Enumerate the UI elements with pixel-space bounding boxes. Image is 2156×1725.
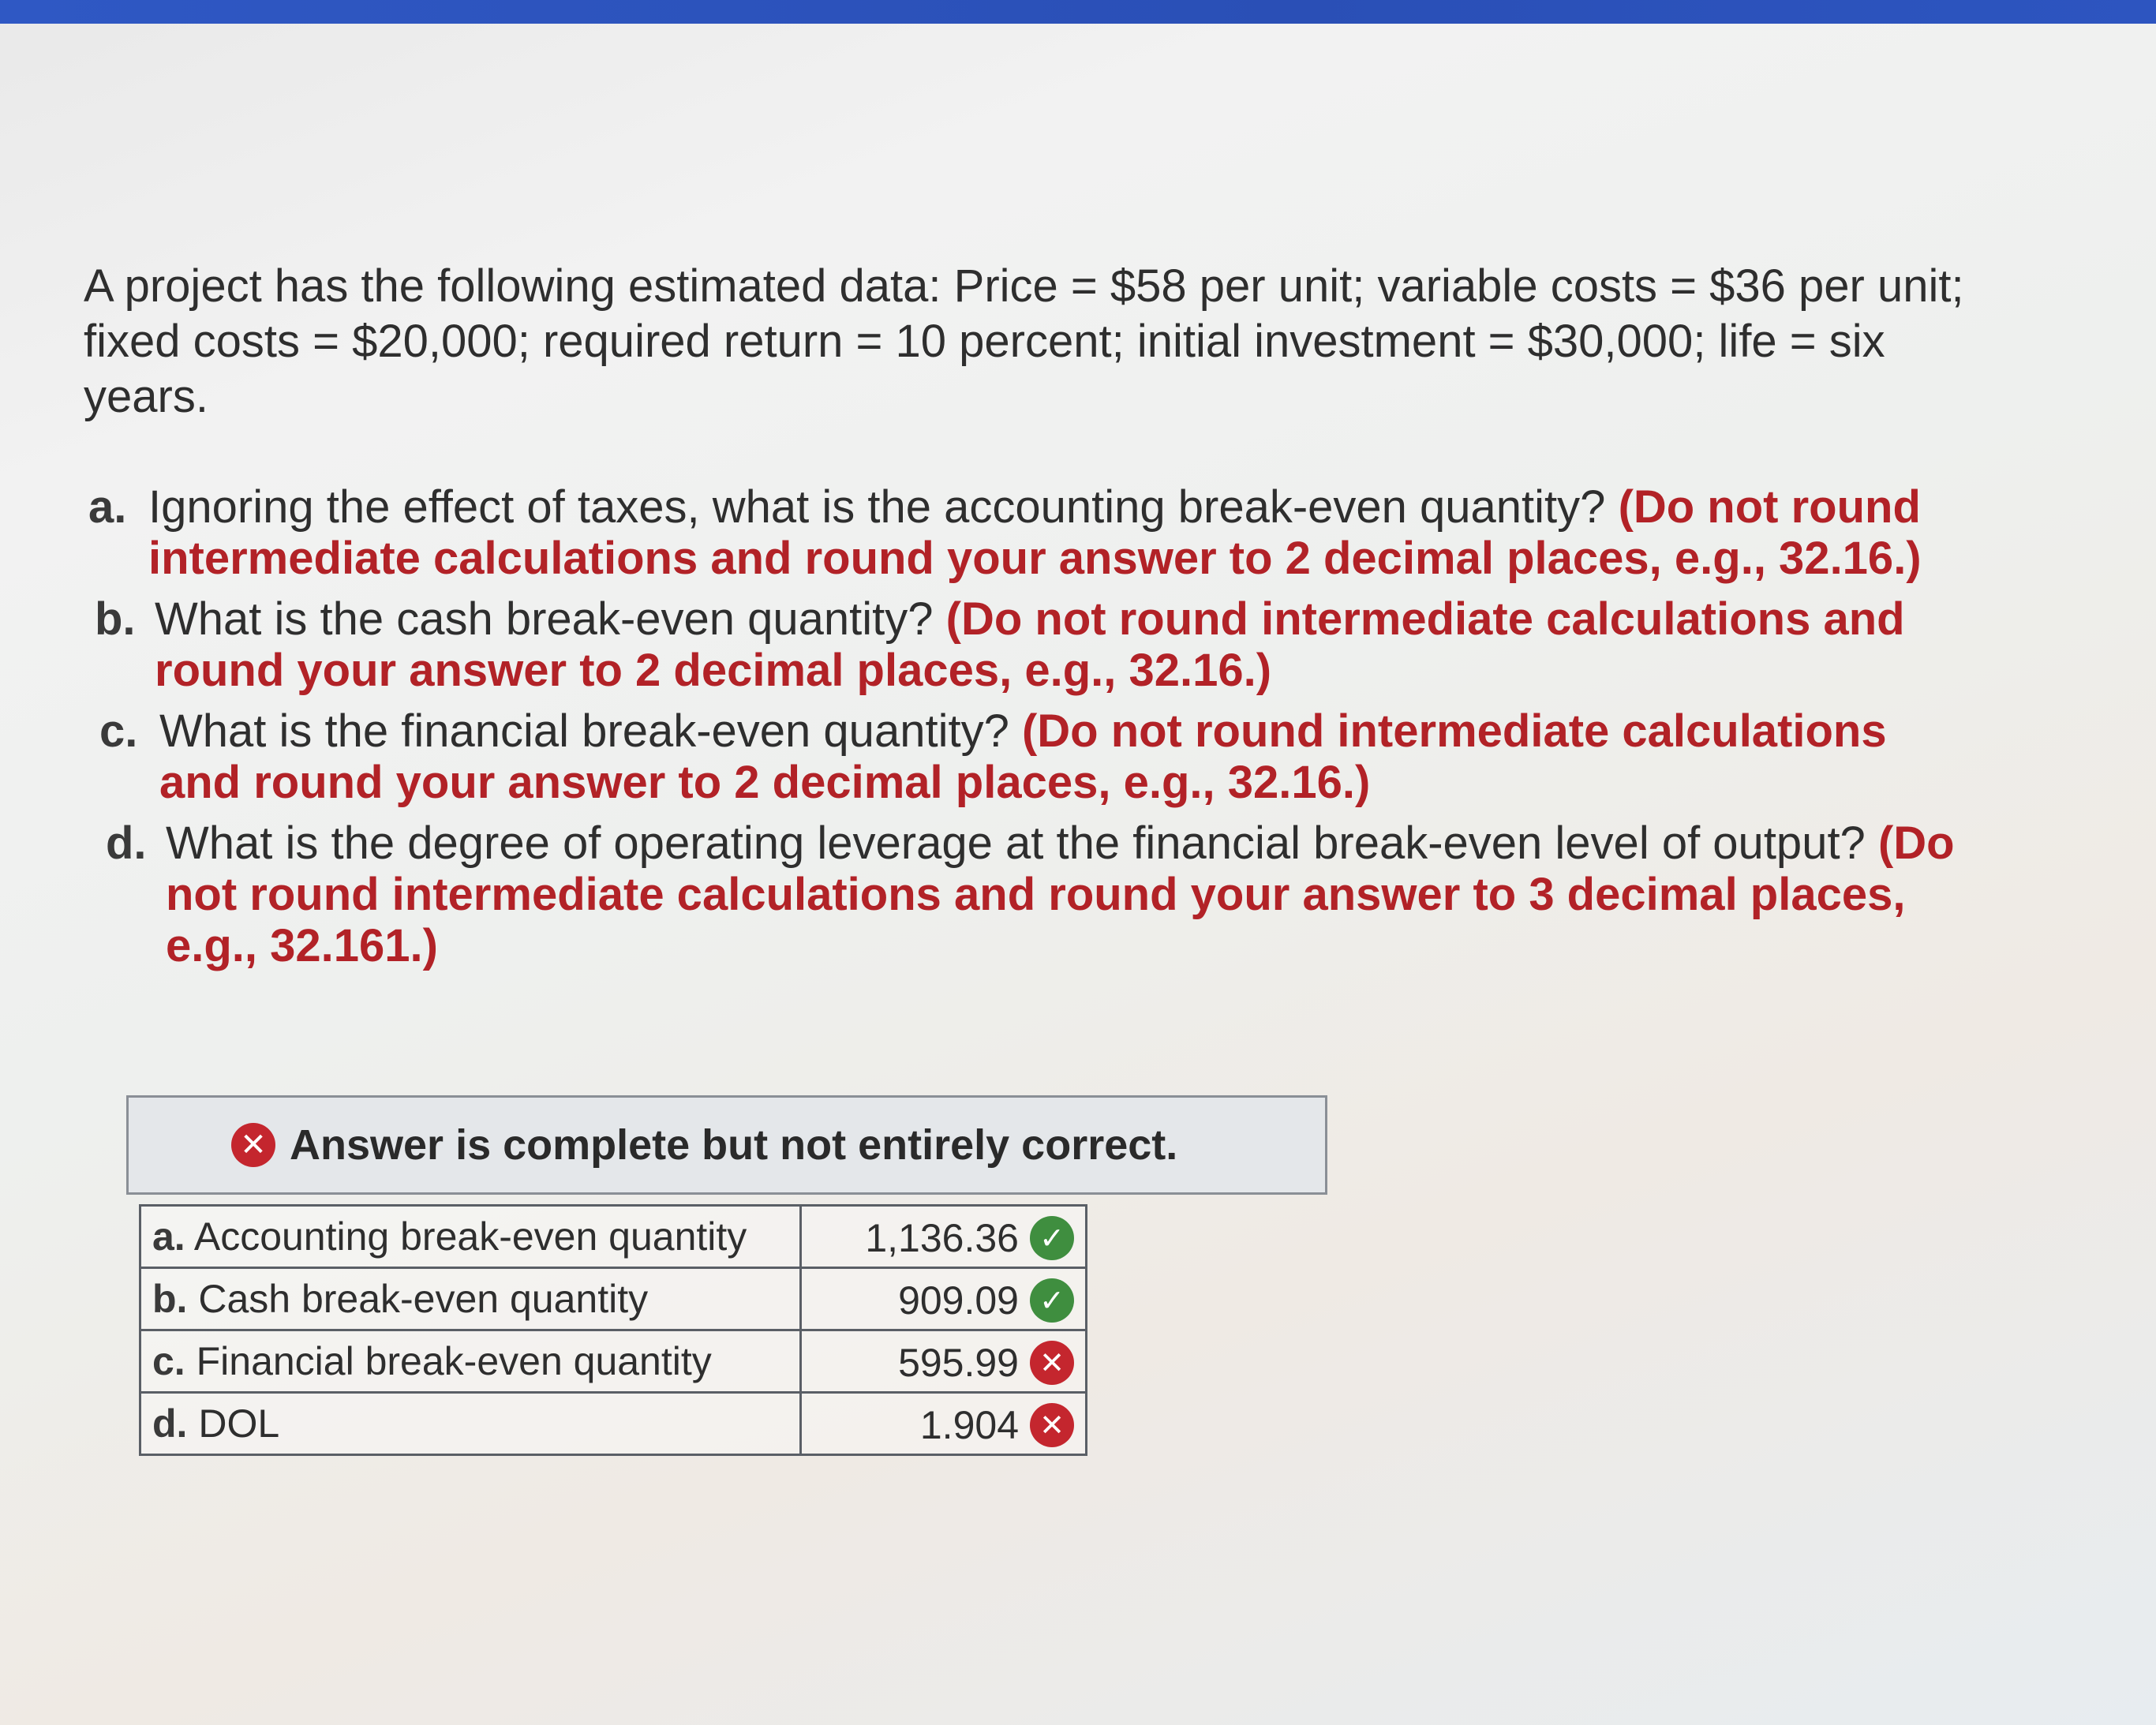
top-bar bbox=[0, 0, 2156, 24]
question-text: What is the cash break-even quantity? bbox=[155, 593, 934, 645]
result-letter: c. bbox=[152, 1339, 185, 1383]
x-circle-icon: ✕ bbox=[231, 1123, 275, 1167]
result-letter: b. bbox=[152, 1277, 188, 1321]
result-label-text: Accounting break-even quantity bbox=[193, 1214, 747, 1259]
result-label bbox=[140, 1206, 801, 1268]
checkmark-icon: ✓ bbox=[1030, 1216, 1074, 1260]
result-letter: d. bbox=[152, 1401, 188, 1446]
problem-statement: A project has the following estimated data: Price = $58 per unit; variable costs = $36 per unit; fixed costs = $20,000; required return = 10 percent; initial investment = $30,000; life = six years. bbox=[84, 260, 1964, 422]
question-instruction: (Do not round intermediate calculations and round your answer to 2 decimal places, e.g., 32.16.) bbox=[148, 481, 1922, 584]
question-letter: c. bbox=[99, 705, 138, 757]
table-row bbox=[140, 1330, 1087, 1393]
question-text: What is the degree of operating leverage at the financial break-even level of output? bbox=[166, 818, 1866, 869]
question-text: What is the financial break-even quantity? bbox=[159, 705, 1009, 757]
result-value: 1.904 bbox=[919, 1402, 1019, 1447]
question-instruction: (Do not round intermediate calculations and round your answer to 2 decimal places, e.g., 32.16.) bbox=[159, 705, 1887, 808]
question-instruction: (Do not round intermediate calculations and round your answer to 2 decimal places, e.g., 32.16.) bbox=[155, 593, 1905, 696]
x-circle-icon: ✕ bbox=[1030, 1341, 1074, 1385]
question-text: Ignoring the effect of taxes, what is the accounting break-even quantity? bbox=[148, 481, 1606, 533]
result-letter: a. bbox=[152, 1214, 185, 1259]
result-value-cell[interactable] bbox=[801, 1268, 1087, 1330]
result-value-cell[interactable] bbox=[801, 1330, 1087, 1393]
result-label bbox=[140, 1330, 801, 1393]
result-label bbox=[140, 1393, 801, 1455]
question-c bbox=[99, 705, 1967, 808]
answer-status-text: Answer is complete but not entirely correct. bbox=[290, 1121, 1178, 1169]
result-value: 595.99 bbox=[898, 1340, 1019, 1385]
question-a bbox=[88, 481, 1967, 584]
answer-status-banner bbox=[126, 1095, 1327, 1195]
result-value: 909.09 bbox=[898, 1278, 1019, 1323]
result-label-text: Cash break-even quantity bbox=[198, 1277, 649, 1321]
x-circle-icon: ✕ bbox=[1030, 1403, 1074, 1447]
results-table bbox=[139, 1204, 1087, 1456]
table-row bbox=[140, 1206, 1087, 1268]
question-instruction: (Do not round intermediate calculations and round your answer to 3 decimal places, e.g., 32.161.) bbox=[166, 818, 1955, 971]
question-b bbox=[95, 593, 1967, 696]
checkmark-icon: ✓ bbox=[1030, 1278, 1074, 1323]
result-label-text: Financial break-even quantity bbox=[196, 1339, 712, 1383]
table-row bbox=[140, 1393, 1087, 1455]
result-label-text: DOL bbox=[198, 1401, 280, 1446]
result-value: 1,136.36 bbox=[865, 1215, 1019, 1260]
question-letter: d. bbox=[106, 818, 147, 869]
result-value-cell[interactable] bbox=[801, 1393, 1087, 1455]
question-letter: b. bbox=[95, 593, 136, 645]
question-d bbox=[106, 818, 1967, 971]
result-label bbox=[140, 1268, 801, 1330]
question-list bbox=[88, 481, 1967, 981]
result-value-cell[interactable] bbox=[801, 1206, 1087, 1268]
table-row bbox=[140, 1268, 1087, 1330]
question-letter: a. bbox=[88, 481, 127, 533]
